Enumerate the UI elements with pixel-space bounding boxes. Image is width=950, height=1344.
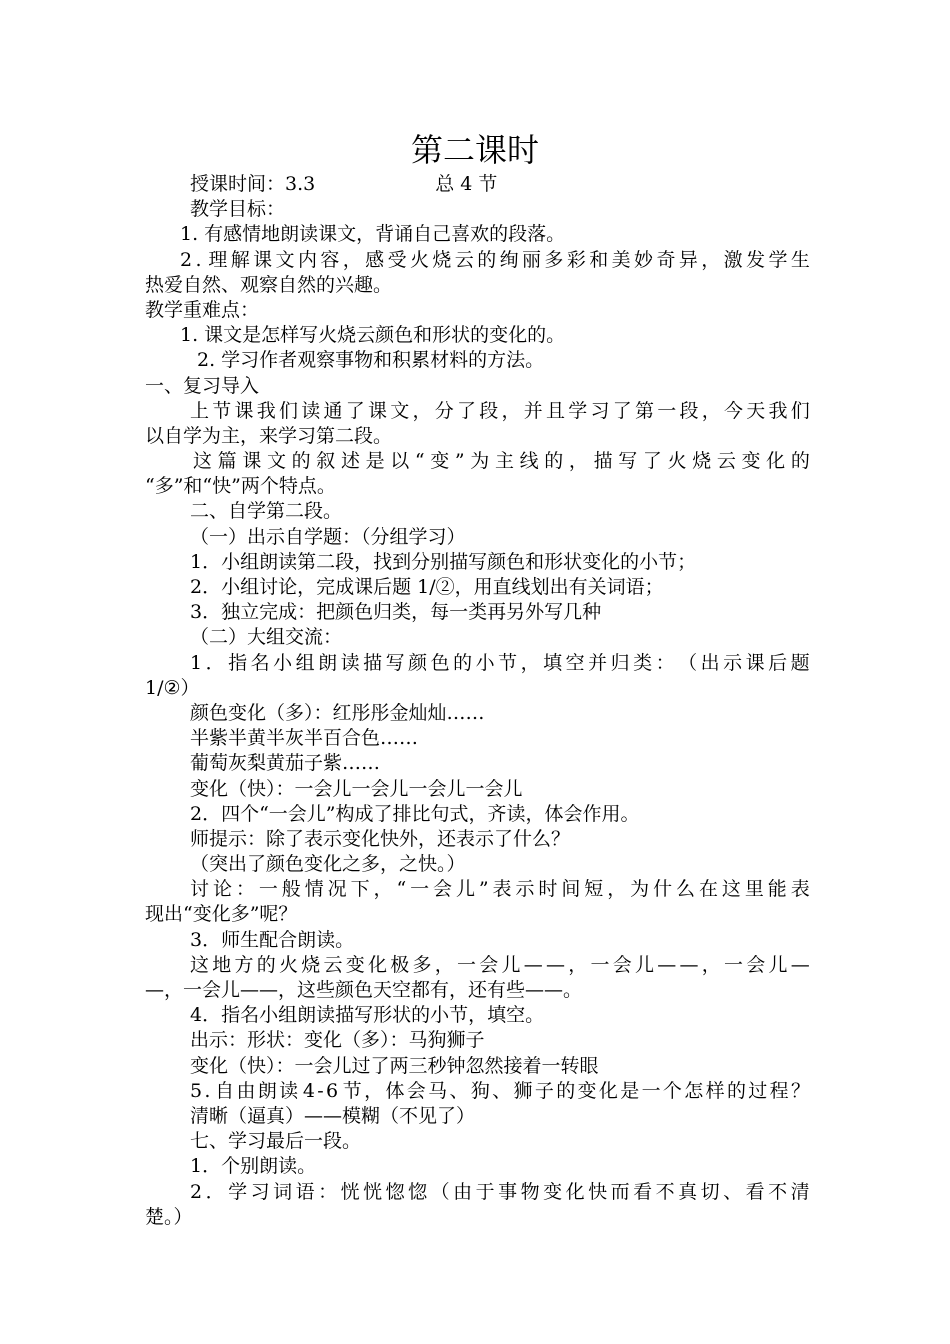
exchange-item-1-line-2: 1/②） — [145, 676, 200, 699]
theme-para-line-2: “多”和“快”两个特点。 — [145, 475, 336, 498]
reading-line-2: —，一会儿——，这些颜色天空都有，还有些——。 — [145, 979, 583, 1001]
goal-2-line-2: 热爱自然、观察自然的兴趣。 — [145, 273, 393, 296]
last-item-2-line-1: 2 ． 学 习 词 语 ： 恍 恍 惚 惚 （ 由 于 事 物 变 化 快 而 看 不 真 切 、 看 不 清 — [190, 1180, 810, 1203]
exchange-item-2: 2．四个“一会儿”构成了排比句式，齐读，体会作用。 — [190, 802, 640, 825]
discussion-line-1: 讨 论 ： 一 般 情 况 下 ， “ 一 会 儿 ” 表 示 时 间 短 ， 为 什 么 在 这 里 能 表 — [190, 878, 810, 901]
schedule-line — [145, 172, 810, 197]
section-review: 一、复习导入 — [145, 374, 260, 397]
reading-line-1: 这 地 方 的 火 烧 云 变 化 极 多 ， 一 会 儿 — — ， 一 会 儿 — — ， 一 会 儿 — — [190, 953, 810, 976]
color-line-4: 变化（快）：一会儿一会儿一会儿一会儿 — [190, 777, 523, 800]
review-para-line-2: 以自学为主，来学习第二段。 — [145, 424, 393, 447]
goal-2-line-1: 2 . 理 解 课 文 内 容 ， 感 受 火 烧 云 的 绚 丽 多 彩 和 美 妙 奇 异 ， 激 发 学 生 — [180, 248, 810, 271]
hint-answer: （突出了颜色变化之多，之快。） — [190, 853, 466, 876]
goals-heading: 教学目标： — [190, 198, 286, 221]
color-line-1: 颜色变化（多）：红彤彤金灿灿…… — [190, 701, 485, 724]
exchange-item-4: 4．指名小组朗读描写形状的小节，填空。 — [190, 1004, 545, 1027]
last-item-1: 1．个别朗读。 — [190, 1155, 317, 1178]
goal-1: 1. 有感情地朗读课文，背诵自己喜欢的段落。 — [180, 223, 566, 246]
subsection-self-study-questions: （一）出示自学题：（分组学习） — [190, 525, 466, 548]
section-self-study: 二、自学第二段。 — [190, 500, 343, 523]
last-item-2-line-2: 楚。） — [145, 1205, 193, 1228]
key-point-2: 2. 学习作者观察事物和积累材料的方法。 — [197, 349, 545, 372]
exchange-item-1-line-1: 1 ． 指 名 小 组 朗 读 描 写 颜 色 的 小 节 ， 填 空 并 归 类 ： （ 出 示 课 后 题 — [190, 651, 810, 674]
clear-blur-line: 清晰（逼真）——模糊（不见了） — [190, 1104, 476, 1127]
teacher-hint: 师提示：除了表示变化快外，还表示了什么？ — [190, 827, 571, 850]
key-points-heading: 教学重难点： — [145, 298, 260, 321]
color-line-2: 半紫半黄半灰半百合色…… — [190, 727, 419, 750]
subsection-group-exchange: （二）大组交流： — [190, 626, 343, 649]
theme-para-line-1: 这 篇 课 文 的 叙 述 是 以 “ 变 ” 为 主 线 的 ， 描 写 了 火 烧 云 变 化 的 — [193, 450, 810, 473]
exchange-item-5: 5 . 自 由 朗 读 4 - 6 节 ， 体 会 马 、 狗 、 狮 子 的 变 化 是 一 个 怎 样 的 过 程 ？ — [190, 1079, 810, 1102]
class-time: 授课时间：3.3 — [190, 173, 316, 195]
section-last-paragraph: 七、学习最后一段。 — [190, 1130, 362, 1153]
lesson-title: 第二课时 — [410, 131, 539, 169]
review-para-line-1: 上 节 课 我 们 读 通 了 课 文 ， 分 了 段 ， 并 且 学 习 了 第 一 段 ， 今 天 我 们 — [190, 399, 810, 422]
discussion-line-2: 现出“变化多”呢？ — [145, 903, 298, 926]
exchange-item-3: 3．师生配合朗读。 — [190, 928, 355, 951]
study-item-3: 3．独立完成：把颜色归类，每一类再另外写几种 — [190, 601, 602, 624]
color-line-3: 葡萄灰梨黄茄子紫…… — [190, 752, 381, 775]
total-sessions: 总 4 节 — [435, 173, 498, 195]
shape-line-1: 出示：形状：变化（多）：马狗狮子 — [190, 1029, 485, 1052]
shape-line-2: 变化（快）：一会儿过了两三秒钟忽然接着一转眼 — [190, 1054, 599, 1077]
key-point-1: 1. 课文是怎样写火烧云颜色和形状的变化的。 — [180, 324, 566, 347]
study-item-2: 2．小组讨论，完成课后题 1/②，用直线划出有关词语； — [190, 576, 664, 598]
study-item-1: 1．小组朗读第二段，找到分别描写颜色和形状变化的小节； — [190, 550, 697, 573]
document-body — [145, 172, 810, 1230]
